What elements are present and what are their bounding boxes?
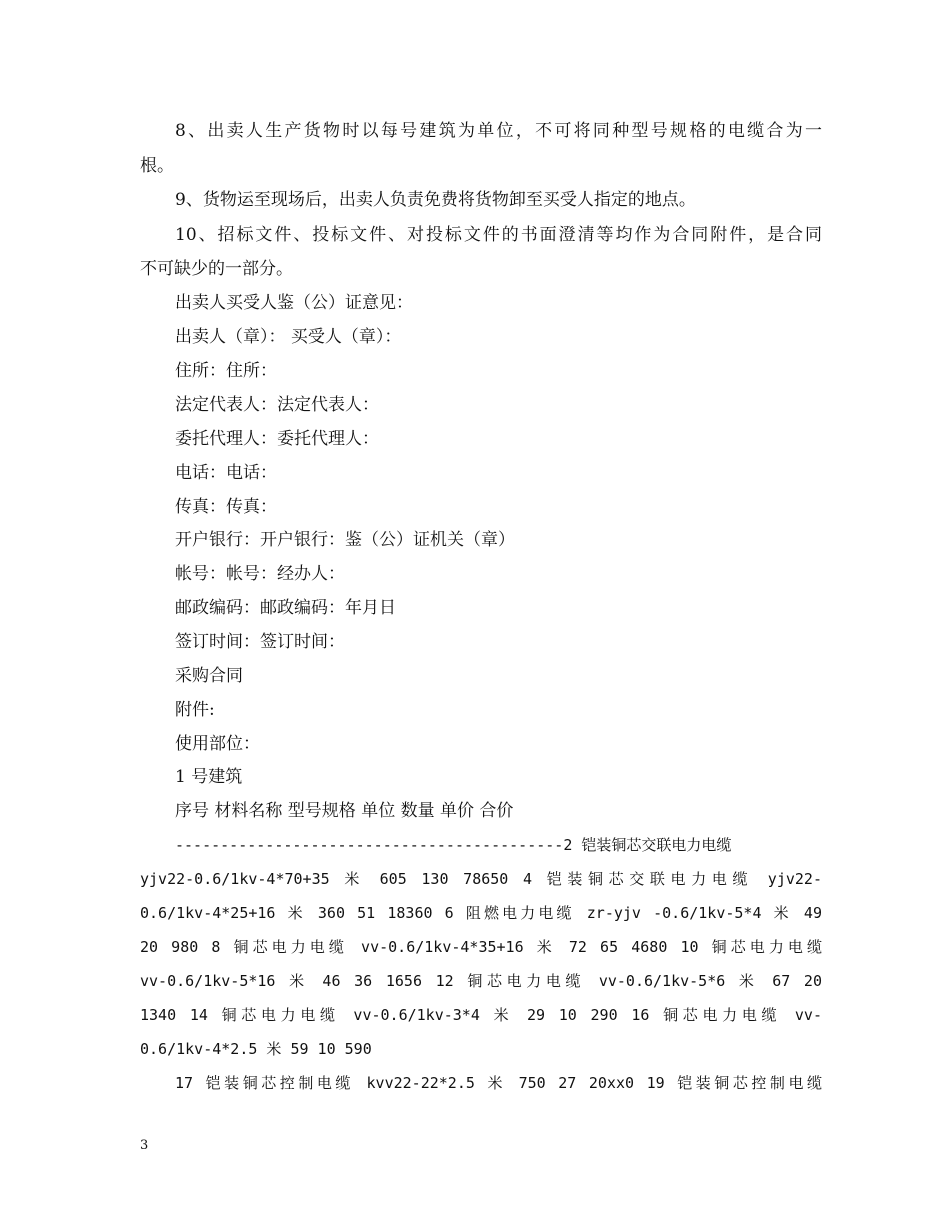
table-data-line-8: 17 铠装铜芯控制电缆 kvv22-22*2.5 米 750 27 20xx0 19 铠装铜芯控制电缆: [175, 1074, 822, 1092]
fax-line: 传真：传真：: [175, 497, 277, 517]
address-line: 住所：住所：: [175, 361, 277, 381]
signing-time-line: 签订时间：签订时间：: [175, 632, 345, 652]
table-data-line-4: 20 980 8 铜芯电力电缆 vv-0.6/1kv-4*35+16 米 72 65 4680 10 铜芯电力电缆: [140, 938, 822, 956]
account-line: 帐号：帐号：经办人：: [175, 564, 345, 584]
table-data-line-7: 0.6/1kv-4*2.5 米 59 10 590: [140, 1040, 372, 1058]
notary-opinion-line: 出卖人买受人鉴（公）证意见：: [175, 293, 413, 313]
phone-line: 电话：电话：: [175, 463, 277, 483]
clause-10-line-1: 10、招标文件、投标文件、对投标文件的书面澄清等均作为合同附件，是合同: [175, 225, 822, 245]
clause-8-line-2: 根。: [140, 156, 174, 176]
seal-line: 出卖人（章）： 买受人（章）：: [175, 327, 402, 347]
agent-line: 委托代理人：委托代理人：: [175, 429, 379, 449]
table-data-line-6: 1340 14 铜芯电力电缆 vv-0.6/1kv-3*4 米 29 10 290 16 铜芯电力电缆 vv-: [140, 1006, 822, 1024]
table-header-line: 序号 材料名称 型号规格 单位 数量 单价 合价: [175, 801, 514, 821]
contract-title-line: 采购合同: [175, 666, 243, 686]
legal-representative-line: 法定代表人：法定代表人：: [175, 395, 379, 415]
bank-line: 开户银行：开户银行：鉴（公）证机关（章）: [175, 530, 515, 550]
page-number: 3: [140, 1138, 149, 1153]
attachment-line: 附件:: [175, 700, 215, 720]
table-data-line-5: vv-0.6/1kv-5*16 米 46 36 1656 12 铜芯电力电缆 vv-0.6/1kv-5*6 米 67 20: [140, 972, 822, 990]
clause-8-line-1: 8、出卖人生产货物时以每号建筑为单位，不可将同种型号规格的电缆合为一: [175, 121, 822, 141]
building-line: 1 号建筑: [175, 767, 243, 787]
table-data-line-2: yjv22-0.6/1kv-4*70+35 米 605 130 78650 4 铠装铜芯交联电力电缆 yjv22-: [140, 870, 822, 888]
postcode-line: 邮政编码：邮政编码：年月日: [175, 598, 396, 618]
clause-9: 9、货物运至现场后，出卖人负责免费将货物卸至买受人指定的地点。: [175, 190, 696, 210]
usage-location-line: 使用部位：: [175, 734, 260, 754]
table-data-line-3: 0.6/1kv-4*25+16 米 360 51 18360 6 阻燃电力电缆 zr-yjv -0.6/1kv-5*4 米 49: [140, 904, 822, 922]
table-data-line-1: -------------------------------------------2 铠装铜芯交联电力电缆: [175, 836, 732, 854]
clause-10-line-2: 不可缺少的一部分。: [140, 259, 293, 279]
